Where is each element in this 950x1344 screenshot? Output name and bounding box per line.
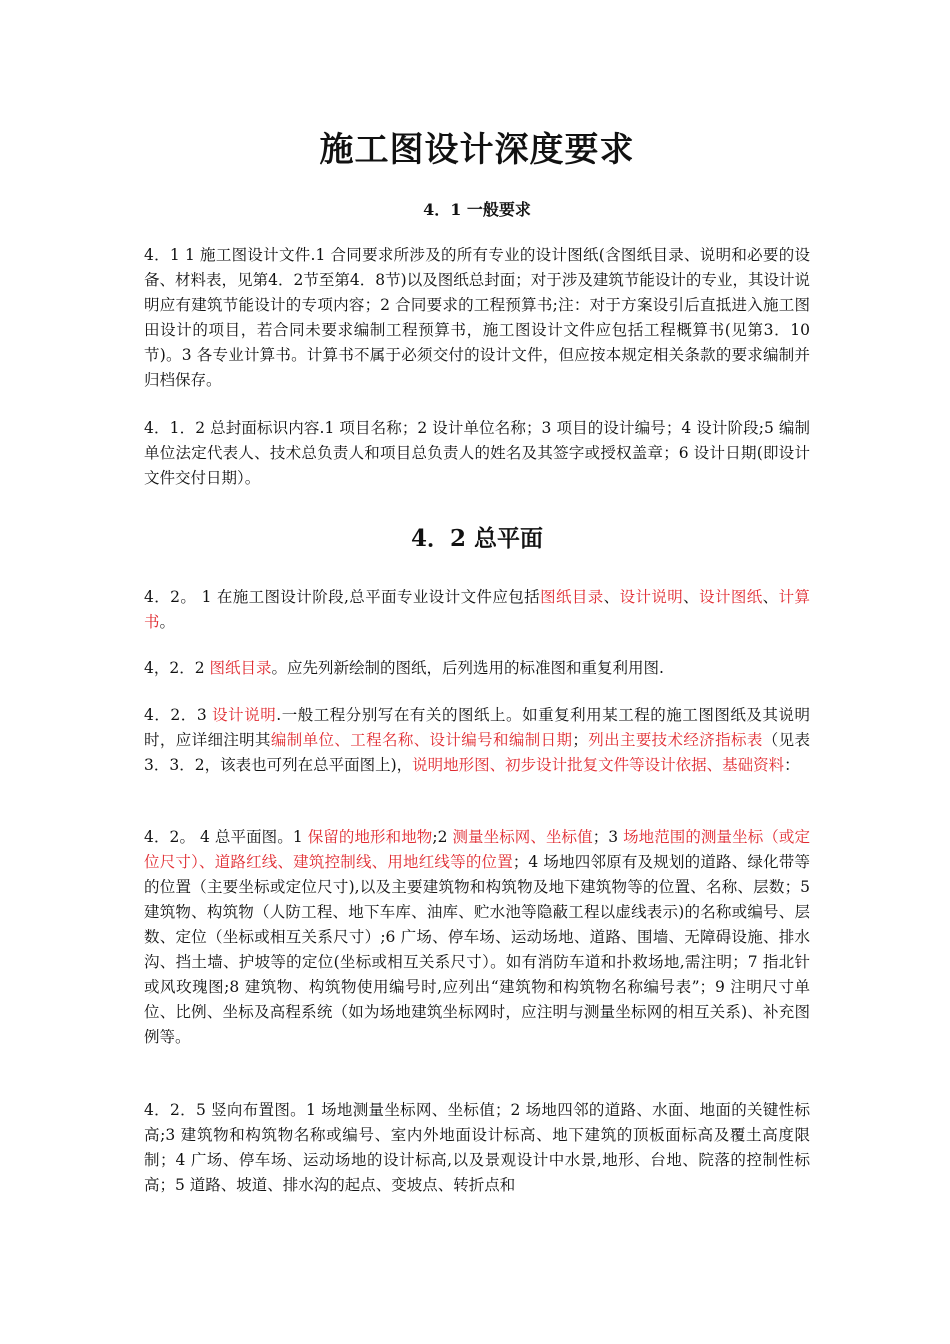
paragraph-4-2-4 <box>144 825 810 1050</box>
paragraph-text: 4，2．2 <box>144 659 210 677</box>
paragraph-4-2-5 <box>144 1098 810 1198</box>
highlighted-text: 说明地形图、初步设计批复文件等设计依据、基础资料 <box>412 756 785 774</box>
highlighted-text: 测量坐标网、坐标值 <box>452 828 593 846</box>
highlighted-text: 保留的地形和地物 <box>307 828 433 846</box>
section-heading-4-2: 4．2 总平面 <box>410 525 543 552</box>
paragraph-4-1-1 <box>144 243 810 393</box>
highlighted-text: 设计说明 <box>619 588 684 606</box>
paragraph-text: 4．2。 4 总平面图。1 <box>144 828 308 846</box>
highlighted-text: 计算书 <box>144 588 810 631</box>
paragraph-text: 4．2．3 <box>144 706 213 724</box>
highlighted-text: 场地范围的测量坐标（或定位尺寸）、道路红线、建筑控制线、用地红线等的位置 <box>144 828 810 871</box>
paragraph-text: 。 <box>159 613 176 631</box>
paragraph-text: 4．1 1 施工图设计文件.1 合同要求所涉及的所有专业的设计图纸(含图纸目录、说明和必要的设备、材料表，见第4．2节至第4．8节)以及图纸总封面；对于涉及建筑节能设计的专业，其设计说明应有建筑节能设计的专项内容；2 合同要求的工程预算书;注：对于方案设引后直抵进入施工图田设计的项目，若合同未要求编制工程预算书，施工图设计文件应包括工程概算书(见第3．10节)。3 各专业计算书。计算书不属于必须交付的设计文件，但应按本规定相关条款的要求编制并归档保存。 <box>144 246 810 389</box>
paragraph-text: 、 <box>683 588 700 606</box>
paragraph-text: 4．1．2 总封面标识内容.1 项目名称；2 设计单位名称；3 项目的设计编号；4 设计阶段;5 编制单位法定代表人、技术总负责人和项目总负责人的姓名及其签字或授权盖章；6 设计日期(即设计文件交付日期）。 <box>144 419 810 487</box>
section-heading-4-1: 4．1 一般要求 <box>423 200 531 219</box>
paragraph-text: 、 <box>762 588 779 606</box>
paragraph-4-1-2 <box>144 416 810 491</box>
highlighted-text: 设计说明 <box>212 706 277 724</box>
paragraph-text: ；4 场地四邻原有及规划的道路、绿化带等的位置（主要坐标或定位尺寸),以及主要建筑物和构筑物及地下建筑物等的位置、名称、层数；5 建筑物、构筑物（人防工程、地下车库、油库、贮水池等隐蔽工程以虚线表示)的名称或编号、层数、定位（坐标或相互关系尺寸）;6 广场、停车场、运动场地、道路、围墙、无障碍设施、排水沟、挡土墙、护坡等的定位(坐标或相互关系尺寸）。如有消防车道和扑救场地,需注明；7 指北针或风玫瑰图;8 建筑物、构筑物使用编号时,应列出“建筑物和构筑物名称编号表”；9 注明尺寸单位、比例、坐标及高程系统（如为场地建筑坐标网时，应注明与测量坐标网的相互关系)、补充图例等。 <box>144 853 810 1046</box>
highlighted-text: 设计图纸 <box>699 588 763 606</box>
highlighted-text: 编制单位、工程名称、设计编号和编制日期 <box>270 731 573 749</box>
paragraph-text: （见表3．3．2，该表也可列在总平面图上)， <box>144 731 810 774</box>
paragraph-4-2-1 <box>144 585 810 635</box>
paragraph-text: ： <box>784 756 800 774</box>
paragraph-4-2-2 <box>144 656 810 681</box>
paragraph-text: 、 <box>603 588 620 606</box>
highlighted-text: 图纸目录 <box>209 659 272 677</box>
highlighted-text: 图纸目录 <box>540 588 604 606</box>
paragraph-text: ； <box>572 731 588 749</box>
paragraph-text: 4．2。 1 在施工图设计阶段,总平面专业设计文件应包括 <box>144 588 541 606</box>
paragraph-text: ;2 <box>432 828 453 846</box>
paragraph-4-2-3 <box>144 703 810 778</box>
paragraph-text: ；3 <box>592 828 624 846</box>
paragraph-text: 4．2．5 竖向布置图。1 场地测量坐标网、坐标值；2 场地四邻的道路、水面、地面的关键性标高;3 建筑物和构筑物名称或编号、室内外地面设计标高、地下建筑的顶板面标高及覆土高度限制；4 广场、停车场、运动场地的设计标高,以及景观设计中水景,地形、台地、院落的控制性标高；5 道路、坡道、排水沟的起点、变坡点、转折点和 <box>144 1101 810 1194</box>
paragraph-text: .一般工程分别写在有关的图纸上。如重复利用某工程的施工图图纸及其说明时，应详细注明其 <box>144 706 810 749</box>
document-title: 施工图设计深度要求 <box>319 130 635 170</box>
highlighted-text: 列出主要技术经济指标表 <box>587 731 763 749</box>
paragraph-text: 。应先列新绘制的图纸，后列选用的标准图和重复利用图. <box>271 659 664 677</box>
